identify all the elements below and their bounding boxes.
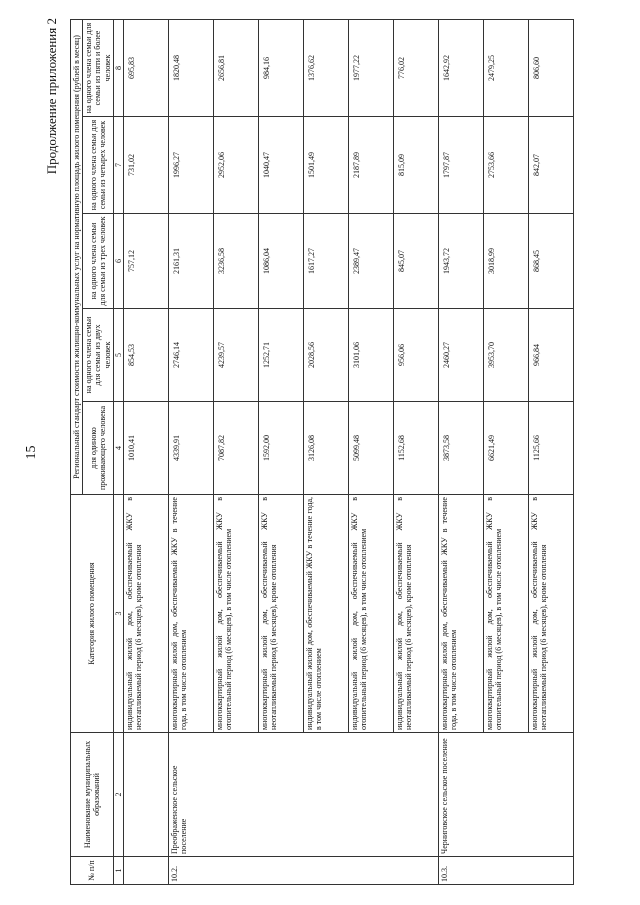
- column-index-row: [113, 19, 123, 884]
- row-number: 10.2.: [168, 857, 438, 885]
- header-category: Категория жилого помещения: [71, 495, 114, 733]
- cost-value: 2656,81: [213, 19, 258, 116]
- cost-value: 4339,91: [168, 402, 213, 495]
- cost-value: 1820,48: [168, 19, 213, 116]
- cost-value: 2952,06: [213, 117, 258, 214]
- tariff-table: [70, 19, 574, 885]
- cost-value: 1086,04: [258, 214, 303, 309]
- cost-value: 1010,41: [123, 402, 168, 495]
- cost-value: 956,06: [393, 309, 438, 402]
- municipality-name: Черниговское сельское поселение: [438, 733, 573, 857]
- cost-value: 845,07: [393, 214, 438, 309]
- cost-value: 1376,62: [303, 19, 348, 116]
- cost-value: 5099,48: [348, 402, 393, 495]
- table-row: [123, 19, 168, 884]
- housing-category: индивидуальный жилой дом, обеспечиваемый ЖКУ в неотапливаемый период (6 месяцев), кроме отопления: [393, 495, 438, 733]
- cost-value: 2460,27: [438, 309, 483, 402]
- cost-value: 1642,92: [438, 19, 483, 116]
- cost-value: 1040,47: [258, 117, 303, 214]
- housing-category: многоквартирный жилой дом, обеспечиваемый ЖКУ в неотапливаемый период (6 месяцев), кроме отопления: [258, 495, 303, 733]
- cost-value: 3101,06: [348, 309, 393, 402]
- cost-value: 731,02: [123, 117, 168, 214]
- cost-value: 776,02: [393, 19, 438, 116]
- cost-value: 6621,49: [483, 402, 528, 495]
- cost-value: 1592,00: [258, 402, 303, 495]
- header-group: Региональный стандарт стоимости жилищно-коммунальных услуг на нормативную площадь жилого помещения (рублей в месяц): [71, 19, 83, 494]
- column-index: 7: [113, 117, 123, 214]
- table-row: [438, 19, 483, 884]
- column-index: 4: [113, 402, 123, 495]
- cost-value: 868,45: [528, 214, 573, 309]
- cost-value: 815,09: [393, 117, 438, 214]
- header-no: № п/п: [71, 857, 114, 885]
- housing-category: многоквартирный жилой дом, обеспечиваемый ЖКУ в неотапливаемый период (6 месяцев), кроме отопления: [528, 495, 573, 733]
- cost-value: 854,53: [123, 309, 168, 402]
- header-name: Наименование муниципальных образований: [71, 733, 114, 857]
- table-body: [123, 19, 573, 884]
- cost-value: 3236,58: [213, 214, 258, 309]
- housing-category: индивидуальный жилой дом, обеспечиваемый ЖКУ в неотапливаемый период (6 месяцев), кроме отопления: [123, 495, 168, 733]
- cost-value: 966,84: [528, 309, 573, 402]
- cost-value: 1797,87: [438, 117, 483, 214]
- cost-value: 2389,47: [348, 214, 393, 309]
- column-index: 2: [113, 733, 123, 857]
- cost-value: 1617,27: [303, 214, 348, 309]
- row-number: [123, 857, 168, 885]
- cost-value: 1501,49: [303, 117, 348, 214]
- row-number: 10.3.: [438, 857, 573, 885]
- cost-value: 806,60: [528, 19, 573, 116]
- header-sub: на одного члена семьи для семьи из двух человек: [83, 309, 114, 402]
- cost-value: 1943,72: [438, 214, 483, 309]
- cost-value: 1252,71: [258, 309, 303, 402]
- cost-value: 757,12: [123, 214, 168, 309]
- housing-category: индивидуальный жилой дом, обеспечиваемый ЖКУ в течение года, в том числе отоплением: [303, 495, 348, 733]
- column-index: 1: [113, 857, 123, 885]
- cost-value: 3018,99: [483, 214, 528, 309]
- column-index: 5: [113, 309, 123, 402]
- cost-value: 2746,14: [168, 309, 213, 402]
- cost-value: 1996,27: [168, 117, 213, 214]
- header-sub: на одного члена семьи для семьи из пяти и более человек: [83, 19, 114, 116]
- cost-value: 3873,58: [438, 402, 483, 495]
- housing-category: индивидуальный жилой дом, обеспечиваемый ЖКУ в отопительный период (6 месяцев), в том числе отоплением: [348, 495, 393, 733]
- cost-value: 3953,70: [483, 309, 528, 402]
- municipality-name: [123, 733, 168, 857]
- cost-value: 7087,82: [213, 402, 258, 495]
- municipality-name: Преображенское сельское поселение: [168, 733, 438, 857]
- column-index: 8: [113, 19, 123, 116]
- cost-value: 3126,08: [303, 402, 348, 495]
- housing-category: многоквартирный жилой дом, обеспечиваемый ЖКУ в отопительный период (6 месяцев), в том числе отоплением: [483, 495, 528, 733]
- header-sub: на одного члена семьи для семьи из четырех человек: [83, 117, 114, 214]
- cost-value: 1125,66: [528, 402, 573, 495]
- header-sub: на одного члена семьи для семьи из трех человек: [83, 214, 114, 309]
- page-number: 15: [24, 445, 39, 460]
- housing-category: многоквартирный жилой дом, обеспечиваемый ЖКУ в отопительный период (6 месяцев), в том числе отоплением: [213, 495, 258, 733]
- cost-value: 2479,25: [483, 19, 528, 116]
- cost-value: 1152,68: [393, 402, 438, 495]
- cost-value: 2753,66: [483, 117, 528, 214]
- appendix-label: Продолжение приложения 2: [44, 18, 59, 175]
- cost-value: 695,83: [123, 19, 168, 116]
- cost-value: 984,16: [258, 19, 303, 116]
- column-index: 3: [113, 495, 123, 733]
- cost-value: 4239,57: [213, 309, 258, 402]
- cost-value: 842,07: [528, 117, 573, 214]
- header-sub: для одиноко проживающего человека: [83, 402, 114, 495]
- housing-category: многоквартирный жилой дом, обеспечиваемый ЖКУ в течение года, в том числе отоплением: [438, 495, 483, 733]
- cost-value: 2161,31: [168, 214, 213, 309]
- column-index: 6: [113, 214, 123, 309]
- cost-value: 2187,89: [348, 117, 393, 214]
- table-row: [168, 19, 213, 884]
- cost-value: 1977,22: [348, 19, 393, 116]
- cost-value: 2028,56: [303, 309, 348, 402]
- housing-category: многоквартирный жилой дом, обеспечиваемый ЖКУ в течение года, в том числе отоплением: [168, 495, 213, 733]
